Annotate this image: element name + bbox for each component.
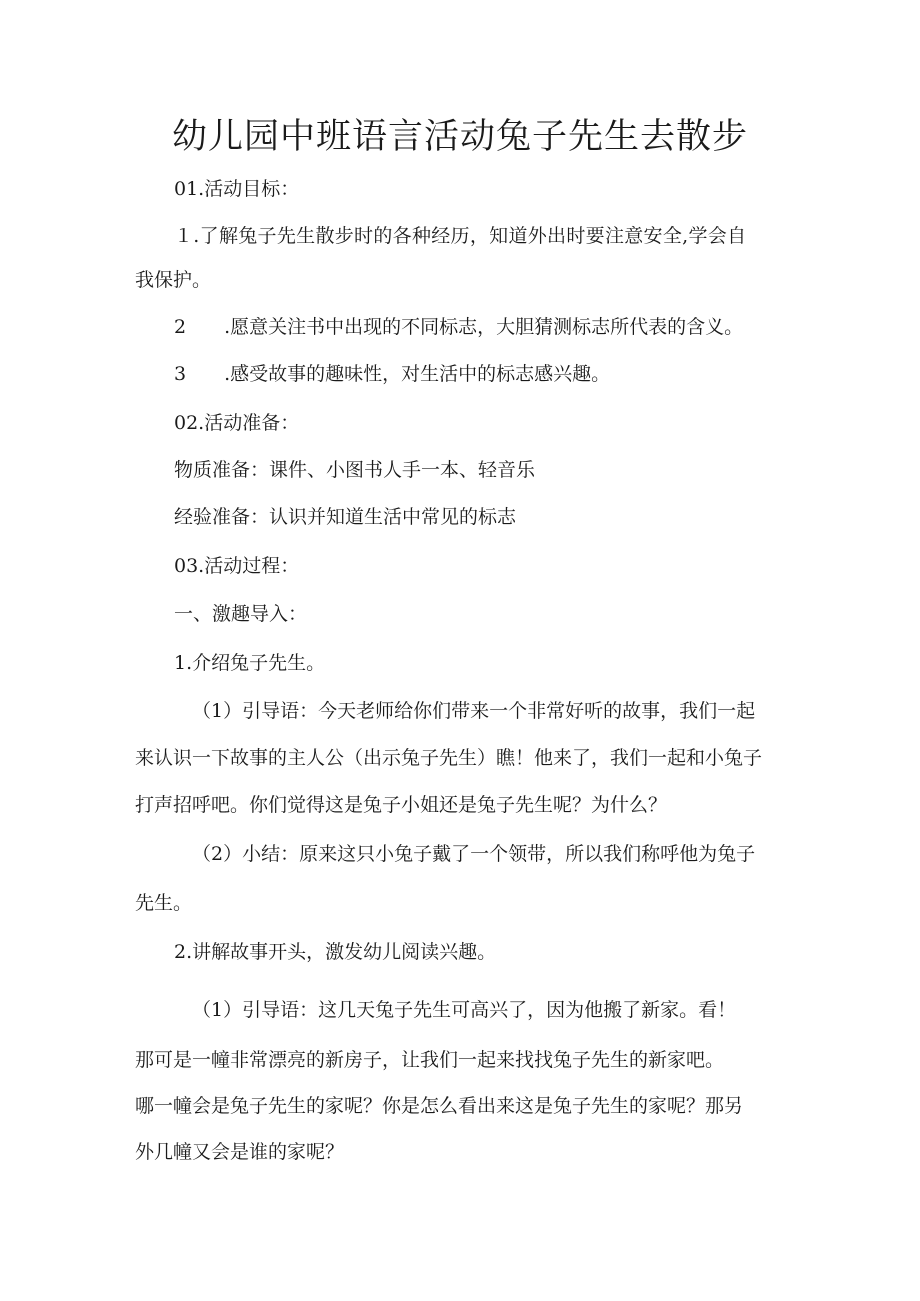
goal-item-2: 2 .愿意关注书中出现的不同标志，大胆猜测标志所代表的含义。 — [174, 316, 744, 338]
paragraph-line: 先生。 — [135, 892, 193, 914]
paragraph-line: 哪一幢会是兔子先生的家呢？你是怎么看出来这是兔子先生的家呢？那另 — [135, 1095, 744, 1117]
paragraph-line: 外几幢又会是谁的家呢？ — [135, 1141, 345, 1163]
goal-item-1-continued: 我保护。 — [135, 269, 212, 291]
goal-item-1: １.了解兔子先生散步时的各种经历，知道外出时要注意安全,学会自 — [174, 225, 747, 247]
paragraph-line: 打声招呼吧。你们觉得这是兔子小姐还是兔子先生呢？为什么？ — [135, 794, 668, 816]
section-heading-preparation: 02.活动准备： — [174, 412, 300, 434]
section-heading-process: 03.活动过程： — [174, 555, 300, 577]
paragraph-line: 那可是一幢非常漂亮的新房子，让我们一起来找找兔子先生的新家吧。 — [135, 1049, 725, 1071]
paragraph-line: （1）引导语：这几天兔子先生可高兴了，因为他搬了新家。看！ — [192, 999, 737, 1021]
paragraph-line: （1）引导语：今天老师给你们带来一个非常好听的故事，我们一起 — [192, 700, 756, 722]
sub-step-1: 1.介绍兔子先生。 — [174, 652, 326, 674]
step-heading-1: 一、激趣导入： — [174, 603, 308, 625]
paragraph-line: 来认识一下故事的主人公（出示兔子先生）瞧！他来了，我们一起和小兔子 — [135, 747, 763, 769]
section-heading-goals: 01.活动目标： — [174, 178, 300, 200]
paragraph-line: （2）小结：原来这只小兔子戴了一个领带，所以我们称呼他为兔子 — [192, 843, 756, 865]
goal-item-3: 3 .感受故事的趣味性，对生活中的标志感兴趣。 — [174, 363, 611, 385]
sub-step-2: 2.讲解故事开头，激发幼儿阅读兴趣。 — [174, 941, 497, 963]
document-title: 幼儿园中班语言活动兔子先生去散步 — [171, 117, 748, 157]
experience-preparation: 经验准备：认识并知道生活中常见的标志 — [174, 506, 517, 528]
material-preparation: 物质准备：课件、小图书人手一本、轻音乐 — [174, 459, 536, 481]
